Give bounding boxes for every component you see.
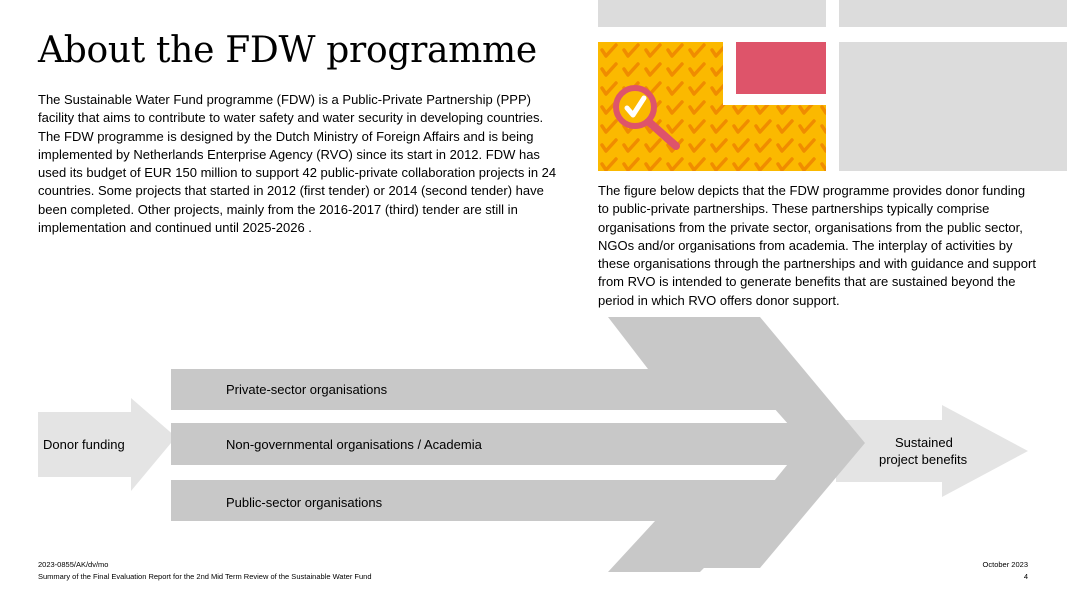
page-title: About the FDW programme	[38, 30, 537, 71]
intro-paragraph: The Sustainable Water Fund programme (FDW) is a Public-Private Partnership (PPP) facility that aims to contribute to water safety and water security in developing countries. The FDW programme is designed by the Dutch Ministry of Foreign Affairs and is being implemented by Netherlands Enterprise Agency (RVO) since its start in 2012. FDW has used its budget of EUR 150 million to support 42 public-private collaboration projects in 24 countries. Some projects that started in 2012 (first tender) or 2014 (second tender) have been completed. Other projects, mainly from the 2016-2017 (third) tender are still in implementation and continued until 2025-2026 .	[38, 92, 557, 236]
ngo-academia-label: Non-governmental organisations / Academia	[226, 437, 482, 452]
report-title: Summary of the Final Evaluation Report for the 2nd Mid Term Review of the Sustainable Water Fund	[38, 571, 372, 581]
private-sector-label: Private-sector organisations	[226, 382, 388, 397]
benefits-arrow	[836, 405, 1028, 497]
footer-right	[983, 559, 1028, 582]
document-reference: 2023-0855/AK/dv/mo	[38, 560, 109, 569]
report-date: October 2023	[982, 560, 1028, 569]
figure-description-paragraph: The figure below depicts that the FDW programme provides donor funding to public-private partnerships. These partnerships typically comprise organisations from the private sector, organisations from the public sector, NGOs and/or organisations from academia. The interplay of activities by these organisations through the partnerships and with guidance and support from RVO is intended to generate benefits that are sustained beyond the period in which RVO offers donor support.	[598, 183, 1036, 308]
public-sector-label: Public-sector organisations	[226, 495, 383, 510]
page-number: 4	[1023, 571, 1028, 581]
donor-funding-label: Donor funding	[43, 437, 125, 452]
benefits-label-line2: project benefits	[879, 452, 968, 467]
benefits-label-line1: Sustained	[895, 435, 953, 450]
footer-left	[38, 559, 372, 582]
